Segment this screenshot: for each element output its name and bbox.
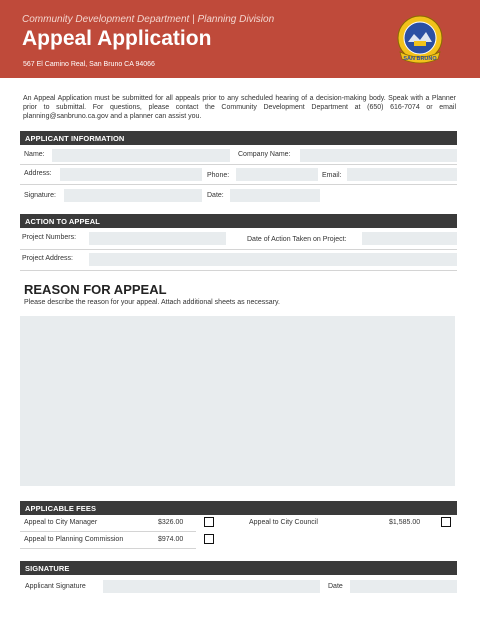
signature-label: Signature: (24, 192, 56, 199)
email-field[interactable] (347, 168, 457, 181)
section-applicant-header (20, 131, 457, 145)
seal-text: SAN BRUNO (403, 56, 437, 62)
reason-textarea[interactable] (20, 316, 455, 486)
reason-heading: REASON FOR APPEAL (24, 282, 167, 297)
intro-text: An Appeal Application must be submitted for all appeals prior to any scheduled hearing of a decision-making body. Speak with a Planner prior to submittal. For questions, please contact the Community Development Department at (650) 616-7074 or email planning@sanbruno.ca.gov and a planner can assist you. (23, 95, 456, 120)
fee-checkbox-city-manager[interactable] (204, 517, 214, 527)
section-title: ACTION TO APPEAL (25, 217, 100, 226)
section-title: APPLICANT INFORMATION (25, 134, 125, 143)
department-address: 567 El Camino Real, San Bruno CA 94066 (23, 61, 155, 68)
project-numbers-label: Project Numbers: (22, 234, 77, 241)
divider (20, 249, 457, 250)
company-name-field[interactable] (300, 149, 457, 162)
signature-date-label: Date (328, 583, 343, 590)
signature-field[interactable] (64, 189, 202, 202)
project-address-label: Project Address: (22, 255, 73, 262)
address-field[interactable] (60, 168, 202, 181)
divider (20, 270, 457, 271)
section-signature-header (20, 561, 457, 575)
name-field[interactable] (52, 149, 230, 162)
divider (20, 184, 457, 185)
signature-date-field[interactable] (350, 580, 457, 593)
department-name: Community Development Department | Planning Division (22, 14, 275, 25)
section-fees-header (20, 501, 457, 515)
section-title: SIGNATURE (25, 564, 70, 573)
divider (20, 164, 457, 165)
fee-label-planning-commission: Appeal to Planning Commission (24, 536, 124, 543)
applicant-signature-label: Applicant Signature (25, 583, 86, 590)
project-address-field[interactable] (89, 253, 457, 266)
date-of-action-field[interactable] (362, 232, 457, 245)
page-title: Appeal Application (22, 27, 212, 50)
reason-instructions: Please describe the reason for your appeal. Attach additional sheets as necessary. (24, 299, 280, 306)
name-label: Name: (24, 151, 45, 158)
section-action-header (20, 214, 457, 228)
address-label: Address: (24, 170, 52, 177)
date-of-action-label: Date of Action Taken on Project: (247, 236, 347, 243)
fee-amount-planning-commission: $974.00 (158, 536, 184, 543)
email-label: Email: (322, 172, 342, 179)
fee-checkbox-planning-commission[interactable] (204, 534, 214, 544)
project-numbers-field[interactable] (89, 232, 226, 245)
fee-amount-city-manager: $326.00 (158, 519, 184, 526)
fee-amount-city-council: $1,585.00 (389, 519, 421, 526)
date-label: Date: (207, 192, 224, 199)
divider (20, 548, 196, 549)
section-title: APPLICABLE FEES (25, 504, 97, 513)
phone-field[interactable] (236, 168, 318, 181)
date-field[interactable] (230, 189, 320, 202)
fee-label-city-manager: Appeal to City Manager (24, 519, 98, 526)
divider (20, 531, 196, 532)
fee-checkbox-city-council[interactable] (441, 517, 451, 527)
fee-label-city-council: Appeal to City Council (249, 519, 318, 526)
phone-label: Phone: (207, 172, 230, 179)
applicant-signature-field[interactable] (103, 580, 320, 593)
page-header (0, 0, 480, 78)
company-name-label: Company Name: (238, 151, 291, 158)
city-seal-logo (394, 14, 446, 66)
